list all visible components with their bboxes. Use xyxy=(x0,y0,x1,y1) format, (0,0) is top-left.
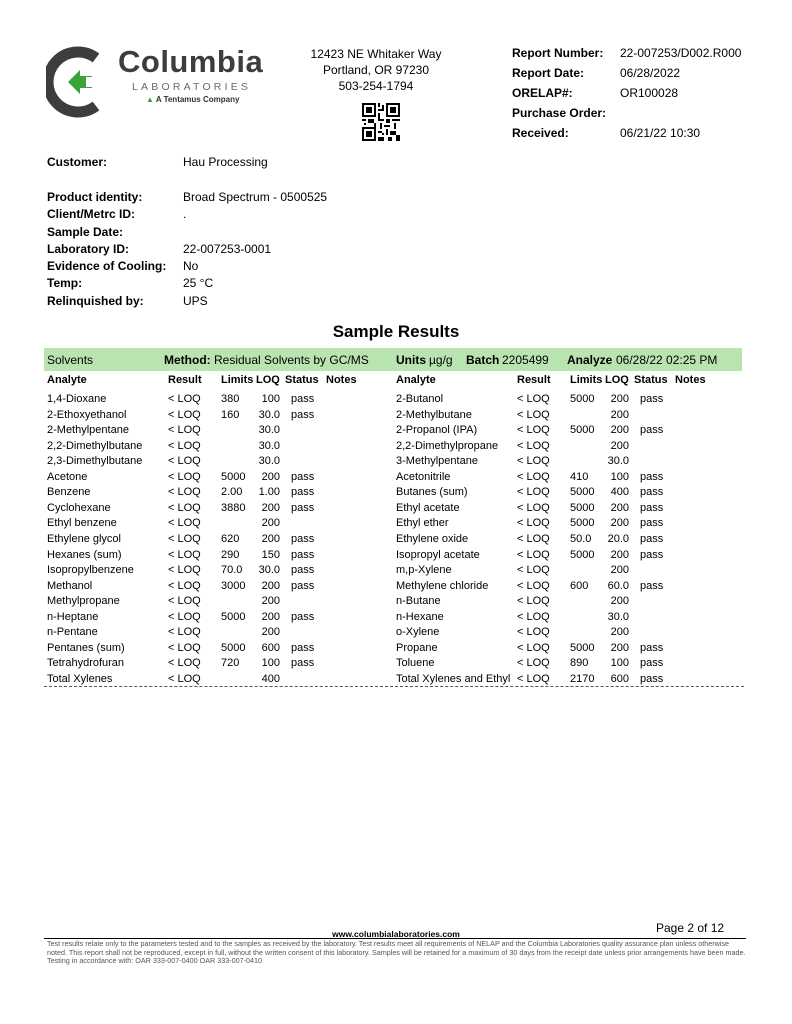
customer-label: Customer: xyxy=(47,155,108,169)
cell-result: < LOQ xyxy=(517,424,550,437)
cell-status: pass xyxy=(291,408,315,421)
cell-loq: 60.0 xyxy=(607,579,629,592)
product-info-value: . xyxy=(183,207,187,222)
cell-result: < LOQ xyxy=(517,564,550,577)
col-analyte-left: Analyte xyxy=(47,374,87,386)
cell-loq: 200 xyxy=(610,393,629,405)
footer-disclaimer xyxy=(47,940,747,966)
cell-result: < LOQ xyxy=(168,393,201,405)
cell-status: pass xyxy=(640,657,664,670)
cell-status: pass xyxy=(291,393,315,405)
product-info-label: Product identity: xyxy=(47,190,143,204)
cell-status: pass xyxy=(640,579,664,592)
col-limits-left: Limits xyxy=(221,374,254,386)
cell-limits: 290 xyxy=(221,548,240,561)
cell-result: < LOQ xyxy=(168,657,201,670)
cell-analyte: 2,3-Dimethylbutane xyxy=(47,455,143,468)
cell-analyte: Isopropylbenzene xyxy=(47,564,134,577)
cell-analyte: Methylene chloride xyxy=(396,579,489,592)
cell-status: pass xyxy=(291,548,315,561)
cell-loq: 150 xyxy=(261,548,280,561)
cell-result: < LOQ xyxy=(517,470,550,483)
cell-loq: 200 xyxy=(261,610,280,623)
cell-loq: 200 xyxy=(610,548,629,561)
cell-limits: 620 xyxy=(221,532,240,545)
cell-loq: 30.0 xyxy=(258,455,280,468)
cell-result: < LOQ xyxy=(517,626,550,639)
logo-tagline-text: A Tentamus Company xyxy=(155,95,240,104)
analyze-label: Analyze xyxy=(567,353,613,367)
cell-loq: 30.0 xyxy=(258,439,280,452)
cell-result: < LOQ xyxy=(168,626,201,639)
cell-limits: 410 xyxy=(570,470,589,483)
product-info-value: 22-007253-0001 xyxy=(183,241,272,256)
cell-analyte: Tetrahydrofuran xyxy=(47,657,125,670)
tentamus-icon: ▲ xyxy=(146,95,154,104)
col-status-right: Status xyxy=(634,374,668,386)
cell-analyte: Toluene xyxy=(396,657,435,670)
cell-analyte: 2-Methylpentane xyxy=(47,424,129,437)
cell-limits: 5000 xyxy=(570,517,595,530)
cell-result: < LOQ xyxy=(517,486,550,499)
cell-limits: 720 xyxy=(221,657,240,670)
cell-result: < LOQ xyxy=(517,657,550,670)
cell-loq: 200 xyxy=(261,595,280,608)
cell-result: < LOQ xyxy=(517,610,550,623)
cell-limits: 5000 xyxy=(570,641,595,654)
cell-loq: 1.00 xyxy=(258,486,280,499)
report-label: ORELAP#: xyxy=(512,86,573,100)
cell-analyte: n-Heptane xyxy=(47,610,99,623)
cell-result: < LOQ xyxy=(168,548,201,561)
cell-analyte: Ethyl ether xyxy=(396,517,449,530)
product-info-value: 25 °C xyxy=(183,276,214,291)
cell-result: < LOQ xyxy=(517,439,550,452)
page-number: Page 2 of 12 xyxy=(656,921,725,935)
cell-loq: 100 xyxy=(261,657,280,670)
cell-result: < LOQ xyxy=(168,564,201,577)
accreditation-text: Testing in accordance with: OAR 333-007-0400 OAR 333-007-0410 xyxy=(47,956,262,966)
cell-loq: 200 xyxy=(610,641,629,654)
cell-result: < LOQ xyxy=(517,532,550,545)
product-info-label: Laboratory ID: xyxy=(47,241,130,256)
cell-analyte: Benzene xyxy=(47,486,91,499)
cell-result: < LOQ xyxy=(168,424,201,437)
cell-limits: 160 xyxy=(221,408,240,421)
col-result-left: Result xyxy=(168,374,202,386)
cell-limits: 5000 xyxy=(221,610,246,623)
cell-analyte: Ethylene oxide xyxy=(396,532,469,545)
cell-loq: 200 xyxy=(610,564,629,577)
method-value: Residual Solvents by GC/MS xyxy=(214,353,369,367)
cell-loq: 600 xyxy=(610,672,629,685)
col-notes-right: Notes xyxy=(675,374,706,386)
cell-loq: 200 xyxy=(610,408,629,421)
col-status-left: Status xyxy=(285,374,319,386)
cell-status: pass xyxy=(640,517,664,530)
col-loq-left: LOQ xyxy=(256,374,280,386)
col-notes-left: Notes xyxy=(326,374,357,386)
cell-loq: 200 xyxy=(610,626,629,639)
cell-result: < LOQ xyxy=(517,455,550,468)
product-info-value: No xyxy=(183,259,199,274)
product-info-label: Evidence of Cooling: xyxy=(47,259,167,274)
cell-limits: 890 xyxy=(570,657,589,670)
cell-limits: 3880 xyxy=(221,501,246,514)
cell-status: pass xyxy=(291,641,315,654)
cell-analyte: Propane xyxy=(396,641,438,654)
cell-result: < LOQ xyxy=(168,470,201,483)
batch-value: 2205499 xyxy=(502,353,549,367)
cell-analyte: Acetonitrile xyxy=(396,470,451,483)
address-phone: 503-254-1794 xyxy=(338,79,414,93)
cell-analyte: 2-Butanol xyxy=(396,393,444,405)
cell-loq: 200 xyxy=(261,579,280,592)
cell-loq: 200 xyxy=(610,424,629,437)
cell-loq: 100 xyxy=(610,470,629,483)
logo-tagline xyxy=(146,95,239,104)
cell-limits: 5000 xyxy=(221,641,246,654)
cell-analyte: Acetone xyxy=(47,470,88,483)
cell-status: pass xyxy=(640,486,664,499)
footer-url: www.columbialaboratories.com xyxy=(332,929,460,939)
cell-loq: 200 xyxy=(610,439,629,452)
cell-status: pass xyxy=(291,579,315,592)
cell-analyte: o-Xylene xyxy=(396,626,440,639)
cell-result: < LOQ xyxy=(168,532,201,545)
cell-loq: 600 xyxy=(261,641,280,654)
cell-analyte: Total Xylenes and Ethyl xyxy=(396,672,511,685)
cell-result: < LOQ xyxy=(517,408,550,421)
cell-loq: 200 xyxy=(261,501,280,514)
cell-status: pass xyxy=(291,564,315,577)
cell-status: pass xyxy=(640,532,664,545)
cell-analyte: 2,2-Dimethylbutane xyxy=(47,439,143,452)
report-label: Purchase Order: xyxy=(512,106,607,120)
batch-label: Batch xyxy=(466,353,500,367)
cell-status: pass xyxy=(291,610,315,623)
cell-loq: 20.0 xyxy=(607,532,629,545)
cell-result: < LOQ xyxy=(517,579,550,592)
units-label: Units xyxy=(396,353,426,367)
cell-analyte: 2,2-Dimethylpropane xyxy=(396,439,499,452)
cell-analyte: 2-Ethoxyethanol xyxy=(47,408,127,421)
cell-status: pass xyxy=(640,470,664,483)
cell-limits: 2170 xyxy=(570,672,595,685)
report-value: 06/28/2022 xyxy=(620,66,681,80)
cell-result: < LOQ xyxy=(168,641,201,654)
cell-limits: 600 xyxy=(570,579,589,592)
cell-loq: 200 xyxy=(261,470,280,483)
cell-analyte: Isopropyl acetate xyxy=(396,548,480,561)
cell-analyte: Cyclohexane xyxy=(47,501,111,514)
cell-status: pass xyxy=(640,501,664,514)
company-logo xyxy=(46,44,264,120)
cell-analyte: Butanes (sum) xyxy=(396,486,468,499)
cell-analyte: m,p-Xylene xyxy=(396,564,452,577)
product-info-label: Sample Date: xyxy=(47,224,124,239)
cell-limits: 5000 xyxy=(570,424,595,437)
cell-analyte: Methylpropane xyxy=(47,595,120,608)
cell-status: pass xyxy=(640,548,664,561)
cell-result: < LOQ xyxy=(168,517,201,530)
cell-loq: 30.0 xyxy=(258,408,280,421)
cell-result: < LOQ xyxy=(168,501,201,514)
cell-loq: 100 xyxy=(610,657,629,670)
col-limits-right: Limits xyxy=(570,374,603,386)
cell-analyte: Hexanes (sum) xyxy=(47,548,122,561)
cell-status: pass xyxy=(640,393,664,405)
cell-analyte: Pentanes (sum) xyxy=(47,641,125,654)
cell-analyte: n-Pentane xyxy=(47,626,98,639)
cell-analyte: 2-Methylbutane xyxy=(396,408,472,421)
cell-loq: 200 xyxy=(261,626,280,639)
product-info-label: Temp: xyxy=(47,276,83,291)
report-label: Report Date: xyxy=(512,66,585,80)
cell-limits: 3000 xyxy=(221,579,246,592)
product-info-value: Broad Spectrum - 0500525 xyxy=(183,190,328,204)
cell-limits: 5000 xyxy=(570,393,595,405)
address-city: Portland, OR 97230 xyxy=(322,63,430,77)
cell-status: pass xyxy=(640,672,664,685)
cell-analyte: n-Butane xyxy=(396,595,441,608)
cell-limits: 2.00 xyxy=(221,486,243,499)
report-value: 06/21/22 10:30 xyxy=(620,126,701,140)
cell-analyte: Total Xylenes xyxy=(47,672,113,685)
cell-result: < LOQ xyxy=(517,595,550,608)
disclaimer-text: Test results relate only to the parameters tested and to the samples as received by the laboratory. Test results meet all requirements of NELAP and the Columbia Laboratories quality assurance plan unless otherwise noted. This report shall not be reproduced, except in full, without the written consent of this laboratory. Samples will be retained for a maximum of 30 days from the receipt date unless prior arrangements have been made. xyxy=(47,939,746,957)
cell-status: pass xyxy=(291,470,315,483)
results-header-bar xyxy=(44,348,742,371)
report-label: Received: xyxy=(512,126,569,140)
analyze-value: 06/28/22 02:25 PM xyxy=(616,353,718,367)
cell-status: pass xyxy=(291,532,315,545)
cell-analyte: n-Hexane xyxy=(396,610,444,623)
cell-status: pass xyxy=(640,424,664,437)
cell-limits: 50.0 xyxy=(570,532,592,545)
cell-limits: 5000 xyxy=(221,470,246,483)
cell-result: < LOQ xyxy=(168,595,201,608)
cell-analyte: Ethylene glycol xyxy=(47,532,121,545)
table-end-divider xyxy=(44,686,744,687)
cell-limits: 5000 xyxy=(570,486,595,499)
cell-result: < LOQ xyxy=(517,501,550,514)
cell-result: < LOQ xyxy=(168,610,201,623)
cell-analyte: 3-Methylpentane xyxy=(396,455,478,468)
cell-loq: 30.0 xyxy=(258,564,280,577)
cell-limits: 5000 xyxy=(570,501,595,514)
product-info-value: UPS xyxy=(183,293,208,308)
cell-loq: 200 xyxy=(261,532,280,545)
category-label: Solvents xyxy=(47,353,94,367)
col-analyte-right: Analyte xyxy=(396,374,436,386)
cell-result: < LOQ xyxy=(168,455,201,468)
report-value: OR100028 xyxy=(620,86,679,100)
qr-code-icon xyxy=(362,103,400,141)
cell-loq: 200 xyxy=(610,501,629,514)
cell-loq: 200 xyxy=(610,595,629,608)
cell-status: pass xyxy=(291,486,315,499)
cell-limits: 380 xyxy=(221,393,240,405)
cell-loq: 30.0 xyxy=(258,424,280,437)
cell-result: < LOQ xyxy=(517,672,550,685)
cell-result: < LOQ xyxy=(517,517,550,530)
cell-analyte: Ethyl acetate xyxy=(396,501,460,514)
cell-analyte: 2-Propanol (IPA) xyxy=(396,424,478,437)
logo-mark-icon xyxy=(46,44,116,120)
cell-limits: 70.0 xyxy=(221,564,243,577)
cell-loq: 200 xyxy=(261,517,280,530)
cell-status: pass xyxy=(640,641,664,654)
cell-analyte: Methanol xyxy=(47,579,93,592)
method-label: Method: xyxy=(164,353,211,367)
cell-result: < LOQ xyxy=(168,672,201,685)
cell-loq: 200 xyxy=(610,517,629,530)
cell-status: pass xyxy=(291,657,315,670)
cell-analyte: Ethyl benzene xyxy=(47,517,117,530)
cell-result: < LOQ xyxy=(168,408,201,421)
section-title: Sample Results xyxy=(332,322,460,341)
cell-limits: 5000 xyxy=(570,548,595,561)
cell-result: < LOQ xyxy=(517,393,550,405)
product-info-label: Client/Metrc ID: xyxy=(47,207,136,222)
cell-analyte: 1,4-Dioxane xyxy=(47,393,107,405)
cell-status: pass xyxy=(291,501,315,514)
product-info-label: Relinquished by: xyxy=(47,293,144,308)
lab-address xyxy=(296,46,456,94)
cell-loq: 30.0 xyxy=(607,455,629,468)
logo-subtitle: LABORATORIES xyxy=(132,81,252,93)
report-label: Report Number: xyxy=(512,46,604,60)
report-value: 22-007253/D002.R000 xyxy=(620,46,742,60)
cell-result: < LOQ xyxy=(168,486,201,499)
cell-result: < LOQ xyxy=(168,439,201,452)
cell-result: < LOQ xyxy=(517,548,550,561)
units-value: µg/g xyxy=(429,353,453,367)
col-loq-right: LOQ xyxy=(605,374,629,386)
cell-loq: 400 xyxy=(610,486,629,499)
cell-loq: 100 xyxy=(261,393,280,405)
col-result-right: Result xyxy=(517,374,551,386)
customer-value: Hau Processing xyxy=(183,155,268,169)
address-street: 12423 NE Whitaker Way xyxy=(310,47,442,61)
cell-result: < LOQ xyxy=(517,641,550,654)
cell-loq: 30.0 xyxy=(607,610,629,623)
cell-loq: 400 xyxy=(261,672,280,685)
cell-result: < LOQ xyxy=(168,579,201,592)
logo-name: Columbia xyxy=(118,44,264,79)
